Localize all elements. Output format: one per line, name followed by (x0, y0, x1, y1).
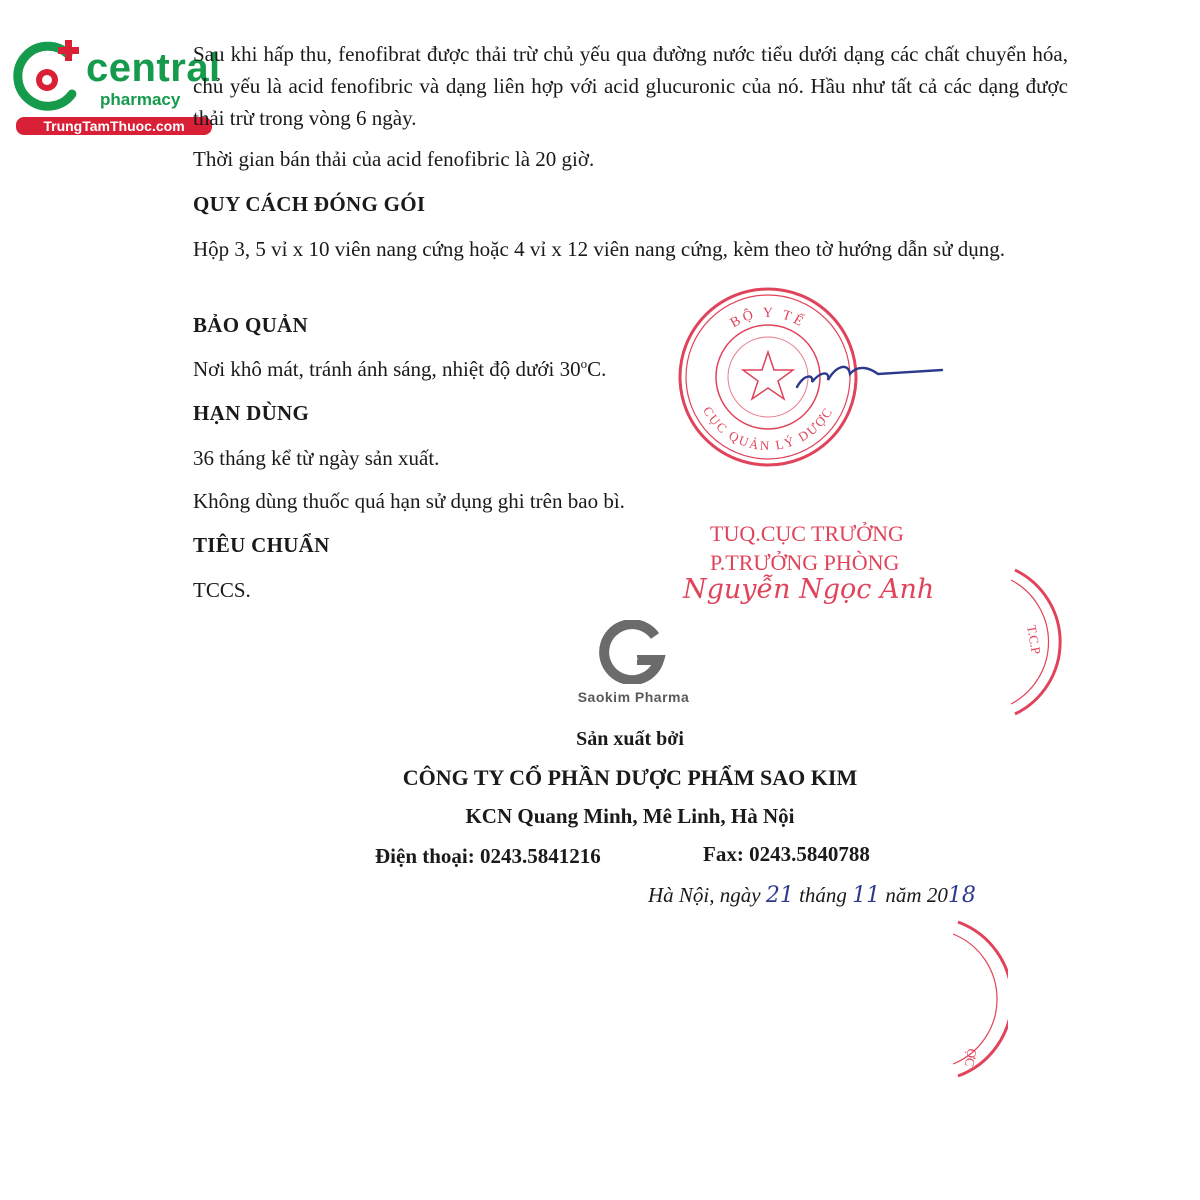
logo-brand-text: central (86, 46, 221, 90)
logo-sub-text: pharmacy (100, 90, 181, 109)
date-year-suffix: 18 (947, 883, 976, 908)
expiry-warning: Không dùng thuốc quá hạn sử dụng ghi trên bao bì. (193, 489, 625, 513)
side-stamp-lower-text: ỢC (961, 1047, 980, 1068)
side-stamp-upper (1005, 568, 1065, 718)
expiry-text: 36 tháng kể từ ngày sản xuất. (193, 446, 440, 470)
company-phone: Điện thoại: 0243.5841216 (375, 844, 601, 868)
approval-title-2: P.TRƯỞNG PHÒNG (710, 550, 900, 575)
company-name: CÔNG TY CỔ PHẦN DƯỢC PHẨM SAO KIM (402, 765, 858, 790)
storage-text-main: Nơi khô mát, tránh ánh sáng, nhiệt độ dưới 30 (193, 357, 581, 381)
packaging-text: Hộp 3, 5 vỉ x 10 viên nang cứng hoặc 4 vỉ x 12 viên nang cứng, kèm theo tờ hướng dẫn sử dụng. (193, 237, 1005, 261)
date-prefix: Hà Nội, ngày (648, 883, 761, 907)
standard-heading: TIÊU CHUẨN (193, 533, 330, 557)
signature-stroke (792, 352, 962, 402)
saokim-logo-text: Saokim Pharma (577, 689, 690, 705)
approval-title-1: TUQ.CỤC TRƯỞNG (710, 521, 904, 546)
date-year-label: năm 20 (885, 883, 948, 907)
central-pharmacy-logo (10, 36, 221, 136)
company-fax: Fax: 0243.5840788 (703, 842, 870, 866)
side-stamp-upper-text: T.C.P (1024, 623, 1044, 656)
standard-text: TCCS. (193, 578, 251, 602)
signer-name: Nguyễn Ngọc Anh (683, 574, 935, 605)
expiry-heading: HẠN DÙNG (193, 401, 310, 425)
stamp-bottom-text: CỤC QUẢN LÝ DƯỢC (700, 403, 836, 454)
date-month: 11 (852, 883, 881, 908)
packaging-heading: QUY CÁCH ĐÓNG GÓI (193, 192, 426, 216)
elimination-paragraph: Sau khi hấp thu, fenofibrat được thải trừ chủ yếu qua đường nước tiểu dưới dạng các chất chuyển hóa, chủ yếu là acid fenofibric và dạng liên hợp với acid glucuronic của nó. Hầu như tất cả các dạng được thải trừ trong vòng 6 ngày. (193, 42, 1068, 130)
date-line (648, 883, 976, 908)
storage-text (193, 356, 606, 382)
company-address: KCN Quang Minh, Mê Linh, Hà Nội (465, 804, 795, 828)
saokim-logo-icon (597, 620, 667, 684)
logo-url-badge: TrungTamThuoc.com (16, 117, 212, 135)
side-stamp-lower (948, 920, 1008, 1080)
central-pharmacy-icon (10, 36, 90, 116)
storage-text-unit: C. (587, 357, 607, 381)
storage-heading: BẢO QUẢN (193, 313, 308, 337)
degree-sign: o (580, 356, 588, 371)
produced-by-label: Sản xuất bởi (576, 728, 684, 750)
date-day: 21 (765, 883, 794, 908)
stamp-top-text: BỘ Y TẾ (728, 305, 809, 332)
half-life-paragraph: Thời gian bán thải của acid fenofibric là 20 giờ. (193, 147, 595, 171)
date-month-label: tháng (799, 883, 847, 907)
